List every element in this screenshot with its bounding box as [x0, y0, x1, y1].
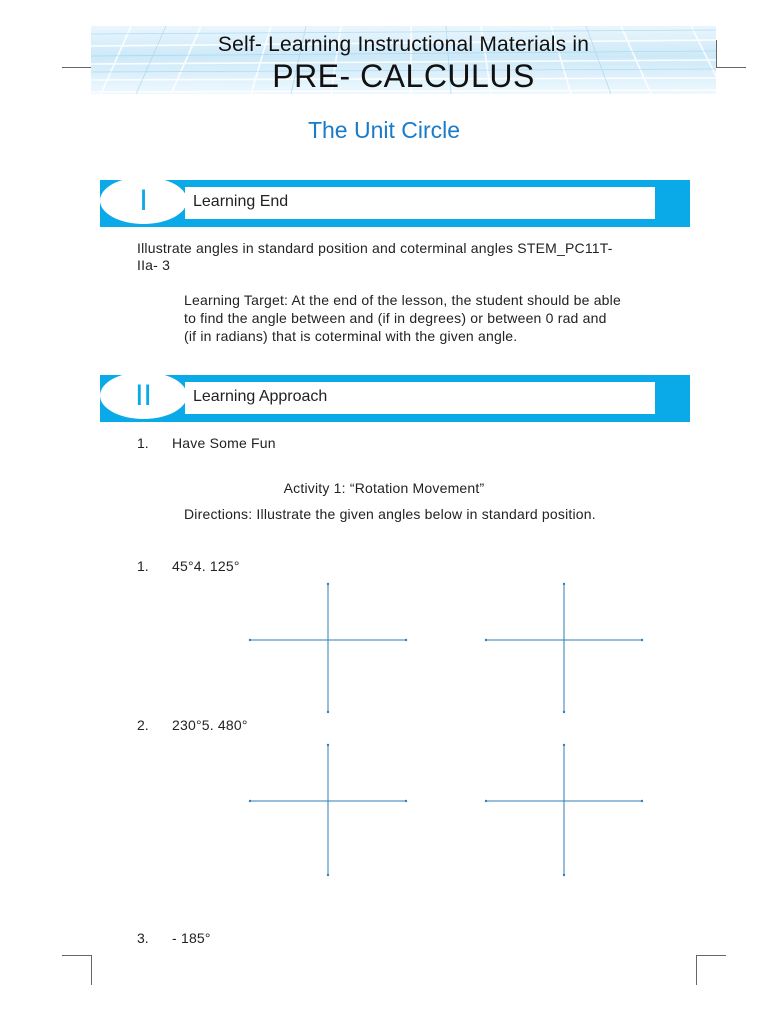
coordinate-axes-2	[248, 743, 408, 877]
section-1-heading: Learning End	[185, 187, 655, 219]
header-subtitle: Self- Learning Instructional Materials in	[217, 33, 590, 56]
crop-mark-top-right	[716, 67, 746, 68]
learning-target-line-1: Learning Target: At the end of the lesson, the student should be able	[184, 292, 621, 308]
crop-mark-top-left	[62, 67, 91, 68]
coordinate-axes-5	[484, 743, 644, 877]
learning-target-line-3: (if in radians) that is coterminal with the given angle.	[184, 328, 518, 344]
learning-target-line-2: to find the angle between and (if in degrees) or between 0 rad and	[184, 310, 607, 326]
item-1-number: 1.	[137, 435, 149, 451]
crop-mark-bottom-left	[62, 955, 91, 956]
exercise-2-number: 2.	[137, 717, 149, 733]
coordinate-axes-4	[484, 582, 644, 714]
header-banner	[91, 26, 716, 94]
competency-line-2: IIa- 3	[137, 257, 171, 273]
activity-directions: Directions: Illustrate the given angles below in standard position.	[184, 506, 596, 522]
exercise-2-text: 230°5. 480°	[172, 717, 248, 733]
crop-mark-top-right-v	[716, 40, 717, 67]
section-1-numeral: I	[100, 177, 187, 224]
coordinate-axes-1	[248, 582, 408, 714]
exercise-3-number: 3.	[137, 930, 149, 946]
exercise-3-text: - 185°	[172, 930, 211, 946]
crop-mark-bottom-right	[696, 955, 726, 956]
page-title: The Unit Circle	[307, 117, 461, 143]
exercise-1-text: 45°4. 125°	[172, 558, 240, 574]
section-2-numeral: II	[100, 372, 187, 419]
crop-mark-bottom-right-v	[696, 955, 697, 985]
exercise-1-number: 1.	[137, 558, 149, 574]
section-2-heading: Learning Approach	[185, 382, 655, 414]
competency-line-1: Illustrate angles in standard position and coterminal angles STEM_PC11T-	[137, 240, 613, 256]
header-title: PRE- CALCULUS	[272, 58, 535, 94]
item-1-label: Have Some Fun	[172, 435, 276, 451]
activity-title: Activity 1: “Rotation Movement”	[283, 480, 485, 496]
crop-mark-bottom-left-v	[91, 955, 92, 985]
